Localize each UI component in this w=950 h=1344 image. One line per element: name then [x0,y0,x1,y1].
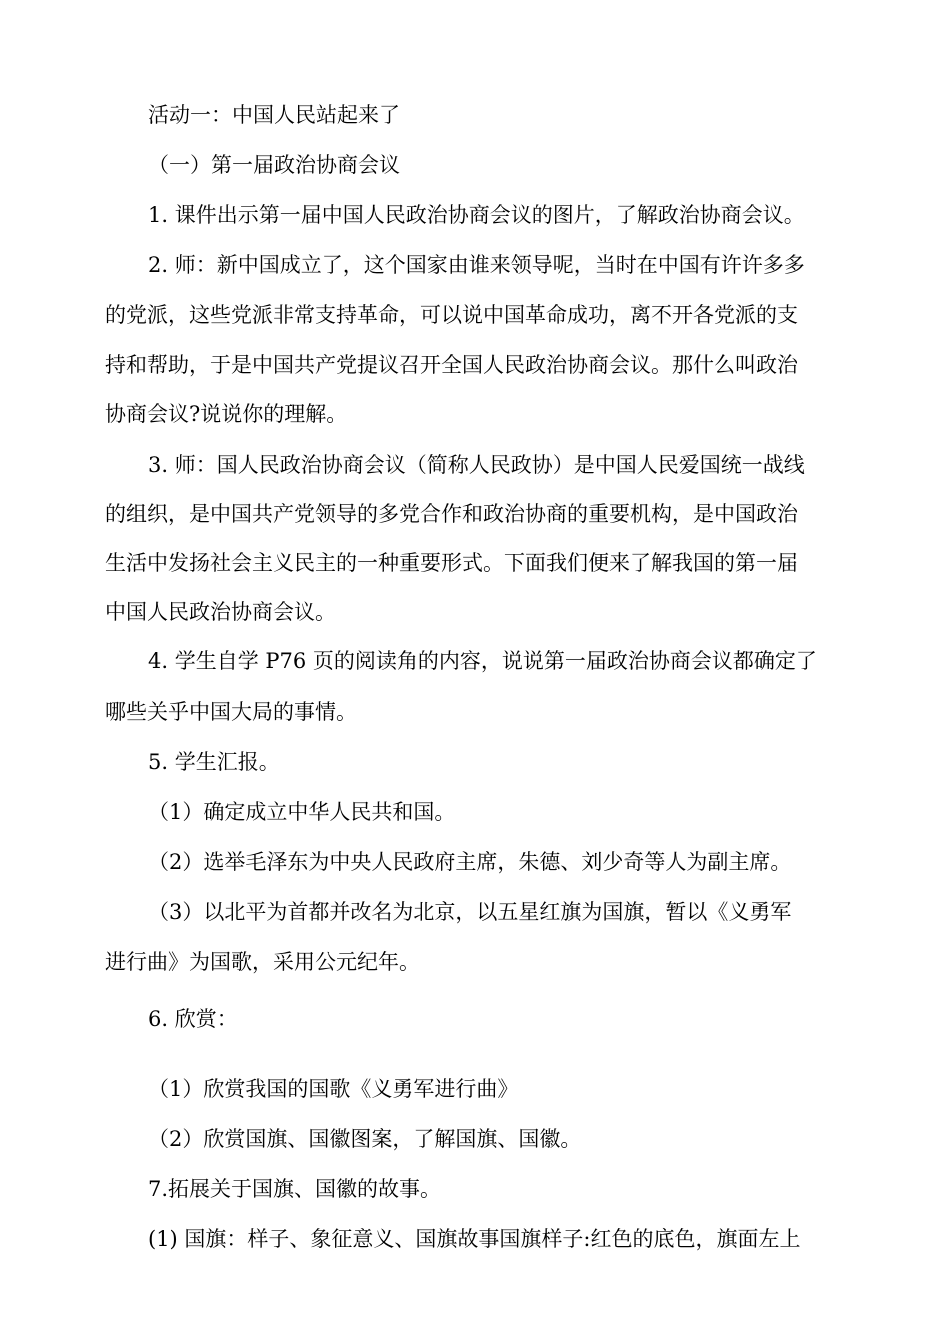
report-item-2: （2）选举毛泽东为中央人民政府主席，朱德、刘少奇等人为副主席。 [148,850,792,874]
paragraph-1: 1. 课件出示第一届中国人民政治协商会议的图片，了解政治协商会议。 [148,203,805,227]
paragraph-6: 6. 欣赏： [148,1007,238,1031]
paragraph-2-line-4: 协商会议?说说你的理解。 [105,402,348,426]
appreciate-item-1: （1）欣赏我国的国歌《义勇军进行曲》 [148,1077,519,1101]
paragraph-3-line-1: 3. 师：国人民政治协商会议（简称人民政协）是中国人民爱国统一战线 [148,453,805,477]
flag-item-1: (1) 国旗：样子、象征意义、国旗故事国旗样子:红色的底色，旗面左上 [148,1227,801,1251]
report-item-3-line-2: 进行曲》为国歌，采用公元纪年。 [105,950,420,974]
heading-activity-one: 活动一：中国人民站起来了 [148,103,400,127]
subheading-first-cppcc: （一）第一届政治协商会议 [148,153,400,177]
paragraph-7: 7.拓展关于国旗、国徽的故事。 [148,1177,442,1201]
paragraph-2-line-1: 2. 师：新中国成立了，这个国家由谁来领导呢，当时在中国有许许多多 [148,253,805,277]
paragraph-2-line-3: 持和帮助，于是中国共产党提议召开全国人民政治协商会议。那什么叫政治 [105,353,798,377]
paragraph-3-line-3: 生活中发扬社会主义民主的一种重要形式。下面我们便来了解我国的第一届 [105,551,798,575]
paragraph-2-line-2: 的党派，这些党派非常支持革命，可以说中国革命成功，离不开各党派的支 [105,303,798,327]
paragraph-5: 5. 学生汇报。 [148,750,280,774]
paragraph-3-line-4: 中国人民政治协商会议。 [105,600,336,624]
paragraph-4-line-2: 哪些关乎中国大局的事情。 [105,700,357,724]
paragraph-4-line-1: 4. 学生自学 P76 页的阅读角的内容，说说第一届政治协商会议都确定了 [148,649,817,673]
report-item-1: （1）确定成立中华人民共和国。 [148,800,456,824]
report-item-3-line-1: （3）以北平为首都并改名为北京，以五星红旗为国旗，暂以《义勇军 [148,900,792,924]
appreciate-item-2: （2）欣赏国旗、国徽图案，了解国旗、国徽。 [148,1127,582,1151]
paragraph-3-line-2: 的组织，是中国共产党领导的多党合作和政治协商的重要机构，是中国政治 [105,502,798,526]
